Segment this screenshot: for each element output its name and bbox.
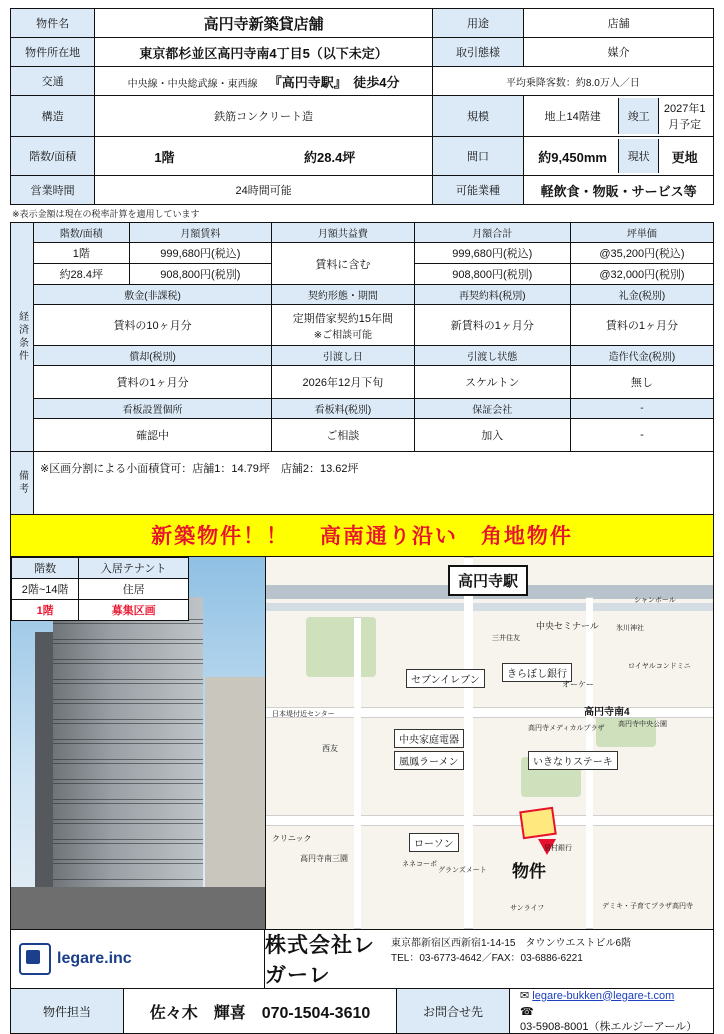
company-name: 株式会社レガーレ xyxy=(265,934,375,987)
value-passengers: 平均乗降客数：約8.0万人／日 xyxy=(432,67,713,96)
label-access: 交通 xyxy=(11,67,95,96)
phone-icon: ☎ xyxy=(520,1005,534,1018)
table-row xyxy=(11,176,714,205)
label-current-state: 現状 xyxy=(619,139,659,173)
poi-seven-eleven: セブンイレブン xyxy=(406,669,485,688)
cell-amortization: 賃料の1ヶ月分 xyxy=(34,366,272,399)
col-deposit: 敷金(非課税) xyxy=(34,285,272,305)
col-signage-fee: 看板料(税別) xyxy=(272,399,415,419)
location-map xyxy=(266,557,713,929)
station-label: 高円寺駅 xyxy=(448,565,528,596)
contact-footer xyxy=(10,989,714,1034)
poi-sumitomo-mitsui: 三井住友 xyxy=(492,635,520,642)
poi-chuo-seminar: 中央セミナール xyxy=(536,621,599,631)
cell-unit-excl: @32,000円(税別) xyxy=(570,264,713,285)
value-access xyxy=(95,67,432,96)
tenant-col-tenant: 入居テナント xyxy=(79,558,189,579)
col-rent: 月額賃料 xyxy=(129,223,272,243)
value-transaction-type: 媒介 xyxy=(524,38,714,67)
cell-handover-state: スケルトン xyxy=(414,366,570,399)
label-property-name: 物件名 xyxy=(11,9,95,38)
contract-line1: 定期借家契約15年間 xyxy=(292,312,394,325)
col-handover-state: 引渡し状態 xyxy=(414,346,570,366)
cell-key-money: 賃料の1ヶ月分 xyxy=(570,305,713,346)
table-row xyxy=(34,243,713,264)
col-key-money: 礼金(税別) xyxy=(570,285,713,305)
neighbor-building xyxy=(205,677,265,887)
poi-lawson: ローソン xyxy=(409,833,459,852)
economic-conditions xyxy=(10,222,714,452)
value-area: 約28.4坪 xyxy=(304,149,356,165)
table-row xyxy=(34,419,713,452)
table-row xyxy=(34,285,713,305)
label-contact-person: 物件担当 xyxy=(11,989,124,1033)
label-transaction-type: 取引態様 xyxy=(432,38,523,67)
envelope-icon: ✉ xyxy=(520,989,530,1002)
company-logo xyxy=(11,930,265,988)
cell-handover-date: 2026年12月下旬 xyxy=(272,366,415,399)
poi-fuuhou-ramen: 風鳳ラーメン xyxy=(394,751,464,770)
cell-floor: 1階 xyxy=(34,243,129,264)
value-business-hours: 24時間可能 xyxy=(95,176,432,205)
phone-number: 03-5908-8001（株エルジーアール） xyxy=(520,1020,698,1033)
poi-kiraboshi-bank: きらぼし銀行 xyxy=(502,663,572,682)
tenant-name-upper: 住居 xyxy=(79,579,189,600)
col-contract: 契約形態・期間 xyxy=(272,285,415,305)
col-unit-price: 坪単価 xyxy=(570,223,713,243)
table-row xyxy=(11,38,714,67)
col-guarantor: 保証会社 xyxy=(414,399,570,419)
value-structure: 鉄筋コンクリート造 xyxy=(95,96,432,137)
value-scale-completion xyxy=(524,96,714,137)
col-amortization: 償却(税別) xyxy=(34,346,272,366)
value-frontage: 約9,450mm xyxy=(538,149,607,165)
table-row xyxy=(11,67,714,96)
table-row xyxy=(34,346,713,366)
tenant-table xyxy=(11,557,189,621)
economic-side-label: 経済条件 xyxy=(11,223,34,451)
table-row xyxy=(34,366,713,399)
remarks-section xyxy=(10,452,714,515)
email-row[interactable] xyxy=(520,989,674,1002)
poi-sunlife: サンライフ xyxy=(510,905,545,912)
media-row xyxy=(10,557,714,930)
col-floor-area: 階数/面積 xyxy=(34,223,129,243)
col-fixture-price: 造作代金(税別) xyxy=(570,346,713,366)
col-blank: - xyxy=(570,399,713,419)
cell-total-excl: 908,800円(税別) xyxy=(414,264,570,285)
table-row xyxy=(12,579,189,600)
cell-rent-excl: 908,800円(税別) xyxy=(129,264,272,285)
table-row xyxy=(12,558,189,579)
remarks-text: ※区画分割による小面積貸可：店舗1：14.79坪 店舗2：13.62坪 xyxy=(40,463,359,475)
access-station: 『高円寺駅』 徒歩4分 xyxy=(268,74,400,90)
poi-chuo-park: 高円寺中央公園 xyxy=(618,721,667,728)
company-address: 東京都新宿区西新宿1-14-15 タウンウエストビル6階 xyxy=(391,938,632,949)
economic-table xyxy=(34,223,713,451)
col-signage-place: 看板設置個所 xyxy=(34,399,272,419)
poi-clinic: クリニック xyxy=(272,834,312,843)
label-address: 物件所在地 xyxy=(11,38,95,67)
label-use: 用途 xyxy=(432,9,523,38)
poi-center: 日本堤付近センター xyxy=(272,711,335,718)
tenant-floor-upper: 2階~14階 xyxy=(12,579,79,600)
poi-ikinari-steak: いきなりステーキ xyxy=(528,751,618,770)
value-address: 東京都杉並区高円寺南4丁目5（以下未定） xyxy=(95,38,432,67)
access-lines: 中央線・中央総武線・東西線 xyxy=(127,78,258,90)
poi-royal-condo: ロイヤルコンドミニ xyxy=(628,663,691,670)
headline-banner: 新築物件！！ 高南通り沿い 角地物件 xyxy=(10,515,714,557)
road-vertical-2 xyxy=(354,617,361,929)
label-inquiry: お問合せ先 xyxy=(397,989,510,1033)
label-allowed-business: 可能業種 xyxy=(432,176,523,205)
table-row xyxy=(34,223,713,243)
park-area-1 xyxy=(306,617,376,677)
col-renewal-fee: 再契約料(税別) xyxy=(414,285,570,305)
col-handover-date: 引渡し日 xyxy=(272,346,415,366)
value-frontage-current xyxy=(524,137,714,176)
inquiry-details xyxy=(510,989,713,1033)
cell-blank: - xyxy=(570,419,713,452)
company-footer xyxy=(10,930,714,989)
poi-neneko-corp: ネネコーポ xyxy=(402,861,437,868)
poi-imura-bank: 居村銀行 xyxy=(544,845,572,852)
table-row xyxy=(34,399,713,419)
company-tel-fax: TEL：03-6773-4642／FAX：03-6886-6221 xyxy=(391,953,583,964)
company-address-block xyxy=(383,930,713,988)
value-completion: 2027年1月予定 xyxy=(663,103,706,131)
col-common-fee: 月額共益費 xyxy=(272,223,415,243)
label-business-hours: 営業時間 xyxy=(11,176,95,205)
table-row xyxy=(11,96,714,137)
road-horizontal-2 xyxy=(266,815,713,826)
tenant-floor-first: 1階 xyxy=(12,600,79,621)
poi-okay: オーケー xyxy=(562,680,594,689)
cell-renewal-fee: 新賃料の1ヶ月分 xyxy=(414,305,570,346)
label-completion: 竣工 xyxy=(619,98,659,134)
cell-signage-fee: ご相談 xyxy=(272,419,415,452)
street-ground xyxy=(11,887,265,929)
cell-unit-incl: @35,200円(税込) xyxy=(570,243,713,264)
table-row xyxy=(11,9,714,38)
poi-medical-plaza: 高円寺メディカルプラザ xyxy=(528,725,605,732)
contract-line2: ※ご相談可能 xyxy=(313,329,373,341)
value-property-name: 高円寺新築貸店舗 xyxy=(95,9,432,38)
value-floor-area xyxy=(95,137,432,176)
poi-grands-mate: グランズメート xyxy=(438,867,487,874)
value-contact-person: 佐々木 輝喜 070-1504-3610 xyxy=(124,989,397,1033)
label-floor-area: 階数/面積 xyxy=(11,137,95,176)
remarks-side-label: 備考 xyxy=(11,452,34,514)
poi-hikawa-shrine: 氷川神社 xyxy=(616,625,644,632)
poi-seiyu: 西友 xyxy=(322,744,338,753)
email-link[interactable]: legare-bukken@legare-t.com xyxy=(532,989,675,1002)
poi-koenji-minami-4: 高円寺南4 xyxy=(584,707,630,718)
cell-guarantor: 加入 xyxy=(414,419,570,452)
poi-kosodate-plaza: デミキ・子育てプラザ高円寺 xyxy=(602,903,693,910)
cell-fixture-price: 無し xyxy=(570,366,713,399)
phone-row xyxy=(520,1005,713,1034)
logo-mark-icon xyxy=(19,943,51,975)
subject-property-label: 物件 xyxy=(512,862,546,881)
cell-contract xyxy=(272,305,415,346)
logo-text: legare.inc xyxy=(57,950,132,967)
cell-deposit: 賃料の10ヶ月分 xyxy=(34,305,272,346)
subject-property-marker xyxy=(519,807,557,839)
value-allowed-business: 軽飲食・物販・サービス等 xyxy=(524,176,714,205)
table-row xyxy=(12,600,189,621)
label-scale: 規模 xyxy=(432,96,523,137)
tenant-name-first: 募集区画 xyxy=(79,600,189,621)
table-row xyxy=(11,137,714,176)
cell-total-incl: 999,680円(税込) xyxy=(414,243,570,264)
cell-rent-incl: 999,680円(税込) xyxy=(129,243,272,264)
value-scale: 地上14階建 xyxy=(544,111,601,123)
label-structure: 構造 xyxy=(11,96,95,137)
building-photo xyxy=(11,557,266,929)
poi-chuo-kateidenki: 中央家庭電器 xyxy=(394,729,464,748)
poi-koenji-minami-sanen: 高円寺南三園 xyxy=(300,854,348,863)
value-floor: 1階 xyxy=(154,149,175,165)
cell-signage-place: 確認中 xyxy=(34,419,272,452)
cell-common-fee: 賃料に含む xyxy=(272,243,415,285)
property-table xyxy=(10,8,714,205)
tax-note: ※表示金額は現在の税率計算を適用しています xyxy=(12,209,200,219)
value-use: 店舗 xyxy=(524,9,714,38)
tenant-col-floor: 階数 xyxy=(12,558,79,579)
col-total: 月額合計 xyxy=(414,223,570,243)
table-row xyxy=(34,305,713,346)
label-frontage: 間口 xyxy=(432,137,523,176)
value-current-state: 更地 xyxy=(671,149,698,165)
economic-body xyxy=(34,223,713,451)
cell-area: 約28.4坪 xyxy=(34,264,129,285)
poi-chambord: シャンボール xyxy=(634,597,676,604)
building-floor-lines xyxy=(53,597,203,897)
